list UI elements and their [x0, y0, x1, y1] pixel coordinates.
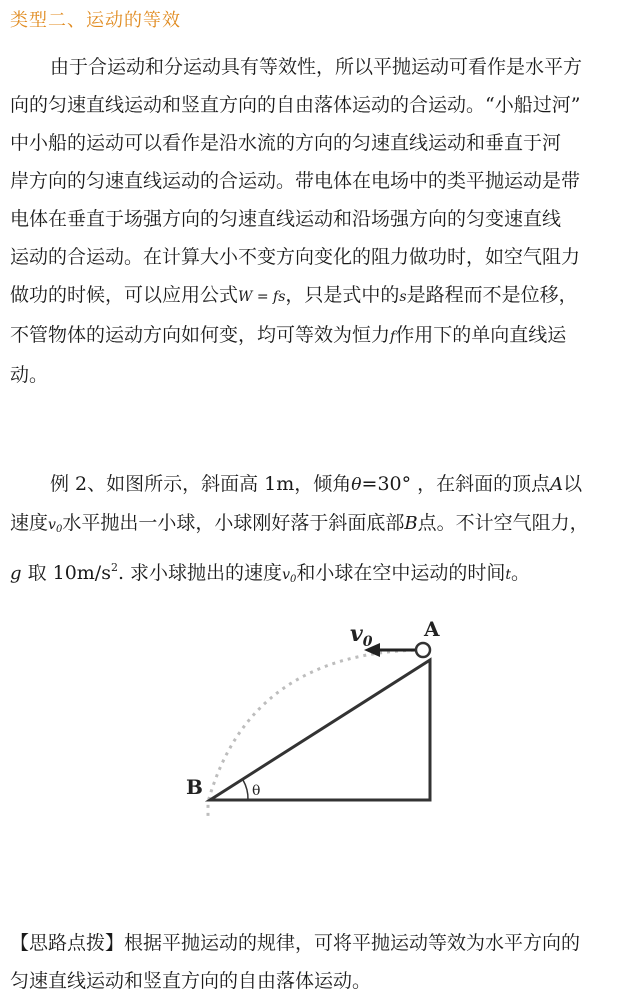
- text-fragment: 点。不计空气阻力，: [417, 512, 589, 534]
- intro-line: 动。: [10, 364, 49, 386]
- symbol-g: g: [10, 563, 22, 584]
- example-line: [10, 504, 632, 549]
- text-fragment: 不管物体的运动方向如何变，均可等效为恒力: [10, 324, 391, 346]
- label-v: v: [350, 621, 363, 647]
- example-line: [10, 549, 632, 599]
- text-fragment: 和小球在空中运动的时间: [296, 562, 506, 584]
- intro-line-force: [10, 316, 632, 356]
- label-B: B: [186, 775, 203, 799]
- symbol-v: v: [282, 567, 290, 583]
- intro-line: 电体在垂直于场强方向的匀速直线运动和沿场强方向的匀变速直线: [10, 208, 562, 230]
- hint-line: 【思路点拨】根据平抛运动的规律，可将平抛运动等效为水平方向的: [10, 932, 581, 954]
- example-paragraph: [10, 465, 632, 599]
- intro-paragraph: [10, 48, 632, 394]
- label-A: A: [424, 617, 440, 641]
- intro-line: 向的匀速直线运动和竖直方向的自由落体运动的合运动。“小船过河”: [10, 94, 581, 116]
- hint-line: 匀速直线运动和竖直方向的自由落体运动。: [10, 970, 372, 992]
- text-fragment: 作用下的单向直线运: [395, 324, 567, 346]
- text-fragment: 取 10m/s: [21, 562, 111, 584]
- text-fragment: . 求小球抛出的速度: [117, 562, 283, 584]
- angle-arc: [243, 780, 248, 800]
- label-v0: [350, 621, 373, 650]
- superscript-2: 2: [110, 561, 118, 574]
- ball-icon: [416, 643, 430, 657]
- work-formula: W = fs: [238, 289, 286, 305]
- intro-line: 运动的合运动。在计算大小不变方向变化的阻力做功时，如空气阻力: [10, 246, 581, 268]
- symbol-B: B: [404, 513, 418, 534]
- text-fragment: 速度: [10, 512, 49, 534]
- symbol-t: t: [505, 567, 512, 583]
- text-fragment: ，只是式中的: [285, 284, 400, 306]
- symbol-s: s: [399, 289, 407, 305]
- incline-triangle: [210, 660, 430, 800]
- symbol-v: v: [48, 517, 56, 533]
- intro-line-formula: [10, 276, 632, 316]
- label-v-subscript: 0: [362, 634, 373, 650]
- text-fragment: 以: [563, 473, 583, 495]
- incline-figure: [160, 612, 460, 832]
- intro-line: 中小船的运动可以看作是沿水流的方向的匀速直线运动和垂直于河: [10, 132, 562, 154]
- symbol-v-subscript: 0: [289, 574, 297, 585]
- intro-line: 岸方向的匀速直线运动的合运动。带电体在电场中的类平抛运动是带: [10, 170, 581, 192]
- text-fragment: 做功的时候，可以应用公式: [10, 284, 239, 306]
- text-fragment: 水平抛出一小球，小球刚好落于斜面底部: [62, 512, 405, 534]
- example-line: [10, 465, 632, 504]
- incline-diagram: [160, 612, 460, 832]
- hint-paragraph: [10, 924, 632, 1000]
- section-heading: 类型二、运动的等效: [10, 10, 181, 31]
- symbol-A: A: [550, 474, 564, 495]
- symbol-v-subscript: 0: [55, 524, 63, 535]
- symbol-f: f: [390, 329, 396, 345]
- text-fragment: 是路程而不是位移，: [406, 284, 578, 306]
- intro-line: 由于合运动和分运动具有等效性，所以平抛运动可看作是水平方: [50, 56, 583, 78]
- symbol-theta: θ: [351, 475, 362, 495]
- text-fragment: =30° ，在斜面的顶点: [361, 473, 551, 495]
- label-theta: θ: [252, 783, 261, 799]
- text-fragment: 。: [511, 562, 531, 584]
- text-fragment: 例 2、如图所示，斜面高 1m，倾角: [50, 473, 352, 495]
